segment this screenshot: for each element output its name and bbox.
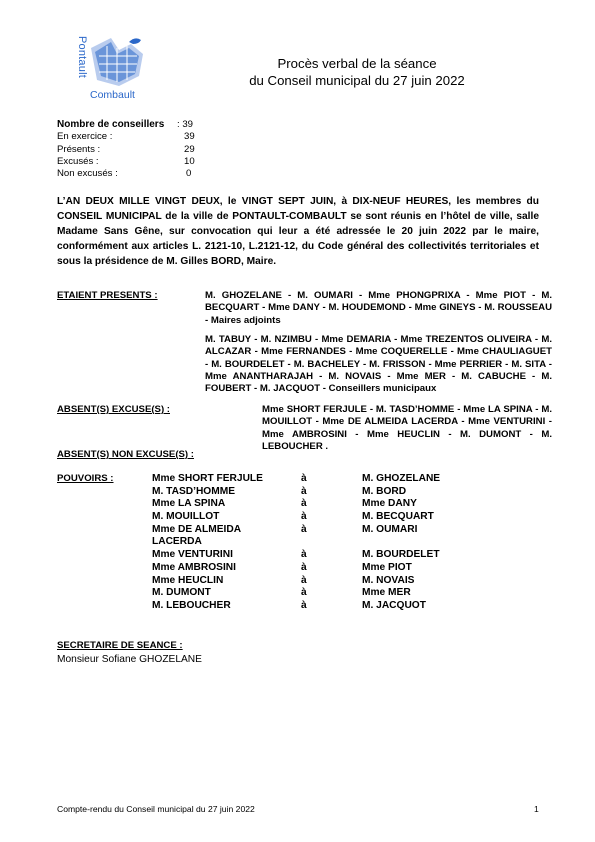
- city-logo: [74, 36, 148, 102]
- excuses-list: [262, 404, 552, 453]
- pouvoir-row: [152, 575, 452, 588]
- pouvoir-a: à: [301, 511, 307, 523]
- pouvoir-a: à: [301, 561, 307, 573]
- pouvoirs-label: POUVOIRS :: [57, 473, 114, 484]
- intro-paragraph: [57, 194, 539, 269]
- pouvoir-row: [152, 562, 452, 575]
- pouvoir-from: Mme AMBROSINI: [152, 561, 236, 573]
- pouvoir-a: à: [301, 498, 307, 510]
- pouvoir-from: Mme LA SPINA: [152, 498, 226, 510]
- excuses-label: ABSENT(S) EXCUSE(S) :: [57, 404, 170, 415]
- pouvoir-row: [152, 549, 452, 562]
- pouvoir-a: à: [301, 574, 307, 586]
- pouvoir-row: [152, 473, 452, 486]
- pouvoir-to: M. OUMARI: [362, 523, 418, 535]
- pouvoir-from: Mme DE ALMEIDA LACERDA: [152, 523, 241, 548]
- pouvoir-to: M. GHOZELANE: [362, 473, 441, 484]
- pouvoir-a: à: [301, 549, 307, 561]
- footer-text: Compte-rendu du Conseil municipal du 27 juin 2022: [57, 804, 255, 814]
- title-line-1: Procès verbal de la séance: [277, 56, 437, 71]
- presents-adjoints: [205, 290, 552, 327]
- title-line-2: du Conseil municipal du 27 juin 2022: [249, 73, 465, 88]
- pouvoir-a: à: [301, 599, 307, 611]
- stat-value: 10: [184, 155, 195, 167]
- logo-bottom-word: Combault: [90, 89, 135, 101]
- pouvoir-from: M. DUMONT: [152, 587, 211, 599]
- pouvoir-row: [152, 587, 452, 600]
- pouvoir-to: Mme MER: [362, 587, 411, 599]
- pouvoir-a: à: [301, 485, 307, 497]
- pouvoir-to: M. JACQUOT: [362, 599, 426, 611]
- pouvoir-to: M. BOURDELET: [362, 549, 440, 561]
- logo-top-word: Pontault: [76, 36, 88, 78]
- pouvoir-from: Mme VENTURINI: [152, 549, 233, 561]
- pouvoir-a: à: [301, 587, 307, 599]
- stat-value: 0: [186, 168, 192, 180]
- pouvoir-to: M. BORD: [362, 485, 407, 497]
- stat-label: Présents :: [57, 143, 101, 155]
- page-title: [212, 55, 502, 89]
- pouvoir-to: Mme PIOT: [362, 561, 412, 573]
- pouvoir-row: [152, 498, 452, 511]
- pouvoir-a: à: [301, 523, 307, 535]
- pouvoir-row: [152, 524, 452, 549]
- secretaire-name: Monsieur Sofiane GHOZELANE: [57, 654, 202, 665]
- pouvoirs-table: [152, 473, 452, 613]
- pouvoir-row: [152, 511, 452, 524]
- adjoints-text: M. GHOZELANE - M. OUMARI - Mme PHONGPRIXA - Mme PIOT - M. BECQUART - Mme DANY - M. HOUDEMOND - Mme GINEYS - M. ROUSSEAU - Maires adjoints: [205, 290, 552, 326]
- pouvoir-to: M. NOVAIS: [362, 574, 415, 586]
- conseillers-text: M. TABUY - M. NZIMBU - Mme DEMARIA - Mme TREZENTOS OLIVEIRA - M. ALCAZAR - Mme FERNANDES - Mme COQUERELLE - Mme CHAULIAGUET - M. BOURDELET - M. BACHELEY - M. FRISSON - Mme PERRIER - M. SITA - Mme ANANTHARAJAH - M. NOVAIS - Mme MER - M. CABUCHE - M. FOUBERT - M. JACQUOT - Conseillers municipaux: [205, 334, 552, 395]
- secretaire-label: SECRETAIRE DE SEANCE :: [57, 640, 183, 651]
- excuses-text: Mme SHORT FERJULE - M. TASD’HOMME - Mme LA SPINA - M. MOUILLOT - Mme DE ALMEIDA LACERDA - Mme VENTURINI - Mme AMBROSINI - Mme HEUCLIN - M. DUMONT - M. LEBOUCHER .: [262, 404, 552, 452]
- pouvoir-from: M. MOUILLOT: [152, 511, 220, 523]
- pouvoir-from: M. TASD’HOMME: [152, 485, 236, 497]
- pouvoir-from: Mme SHORT FERJULE: [152, 473, 263, 484]
- pouvoir-a: à: [301, 473, 307, 484]
- stat-label: Excusés :: [57, 155, 99, 167]
- presents-conseillers: [205, 334, 552, 395]
- presents-label: ETAIENT PRESENTS :: [57, 290, 158, 301]
- stat-value: 29: [184, 143, 195, 155]
- stat-label: Nombre de conseillers: [57, 119, 165, 130]
- logo-mark-icon: [89, 36, 149, 90]
- pouvoir-from: Mme HEUCLIN: [152, 574, 224, 586]
- stat-value: : 39: [177, 119, 194, 130]
- intro-text: L’AN DEUX MILLE VINGT DEUX, le VINGT SEPT JUIN, à DIX-NEUF HEURES, les membres du CONSEIL MUNICIPAL de la ville de PONTAULT-COMBAULT se sont réunis en l’hôtel de ville, salle Madame Sans Gêne, sur convocation qui leur a été adressée le 20 juin 2022 par le maire, conformément aux articles L. 2121-10, L.2121-12, du Code général des collectivités territoriales et sous la présidence de M. Gilles BORD, Maire.: [57, 196, 539, 267]
- stat-label: Non excusés :: [57, 168, 118, 180]
- pouvoir-to: Mme DANY: [362, 498, 417, 510]
- pouvoir-to: M. BECQUART: [362, 511, 434, 523]
- page-number: 1: [534, 804, 539, 814]
- pouvoir-from: M. LEBOUCHER: [152, 599, 231, 611]
- stat-label: En exercice :: [57, 131, 113, 143]
- stat-value: 39: [184, 131, 195, 143]
- pouvoir-row: [152, 600, 452, 613]
- non-excuses-label: ABSENT(S) NON EXCUSE(S) :: [57, 449, 194, 460]
- pouvoir-row: [152, 486, 452, 499]
